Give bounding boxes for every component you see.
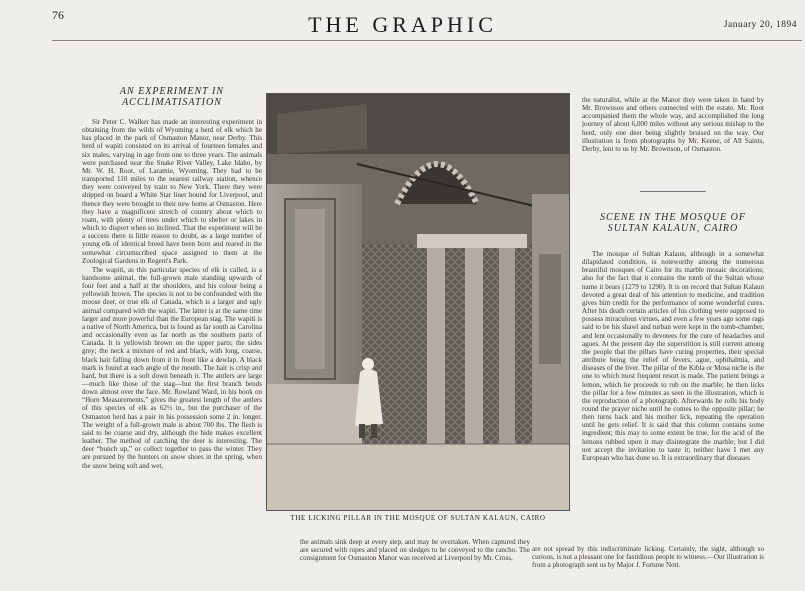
page-number: 76 [52,8,64,22]
mosque-illustration [266,93,570,511]
article2-paragraph-1: The mosque of Sultan Kalaun, although in a somewhat dilapidated condition, is noteworthy among the numerous beautiful mosques of Cairo for its marble mosaic decorations; also for the fact that it contains the tomb of the Sultan whose name it bears (1279 to 1290). It is on record that Sultan Kalaun devoted a great deal of his attention to medicine, and tradition gives him credit for the performance of some wonderful cures. After his death certain articles of his clothing were supposed to possess miraculous virtues, and even a few years ago some rags said to be his shawl and turban were kept in the tomb-chamber, and lent occasionally to devotees for the cure of headaches and agues. At the present day the superstition is still current among the people that the pillars have curing properties, their special attribute being the relief of fevers, ague, ophthalmia, and diseases of the liver. The pillar of the Kibla or Mosa niche is the one to which most frequent resort is made. The patient brings a lemon, which he proceeds to rub on the marble; he then licks the pillar for a few minutes as seen in the illustration, which is the reproduction of a photograph. Afterwards he rolls his body round the prayer niche until he comes to the opposite pillar; he then turns back and his mother lick, repeating the operation until he gets relief. It is said that this column contains some ingredient; this may to some extent be true, for the acid of the lemons rubbed upon it may disintegrate the marble; but I did not accept the invitation to taste it; neither have I met any European who has done so. It is extraordinary that diseases [582,250,764,462]
article1-column [82,118,262,588]
mosque-engraving-image [267,94,569,510]
article2-continued-text: are not spread by this indiscriminate licking. Certainly, the sight, although so curious, is not a pleasant one for fastidious people to witness.—Our illustration is from a photograph sent us by Major J. Fortune Nott. [532,545,764,570]
article2-continued [532,545,764,589]
article1-title: AN EXPERIMENT IN ACCLIMATISATION [119,86,225,108]
issue-date: January 20, 1894 [723,20,797,30]
article1-continued-text: the animals sink deep at every step, and may be overtaken. When captured they are secured with ropes and placed on sledges to be conveyed to the rancho. The consignment for Osmaston Manor was received at Liverpool by Mr. Cross, [300,538,530,563]
article1-conclusion-text: the naturalist, while at the Manor they were taken in hand by Mr. Brownson and others connected with the estate. Mr. Root accompanied them the whole way, and accomplished the long journey of about 6,000 miles without any serious mishap to the herd, only one deer being slightly bruised on the way. Our illustration is from photographs by Mr. Keene, of All Saints, Derby, lent to us by Mr. Brownson, of Osmaston. [582,96,764,153]
masthead: THE GRAPHIC [308,12,497,37]
article1-continued [300,538,530,588]
figure-caption: THE LICKING PILLAR IN THE MOSQUE OF SULTAN KALAUN, CAIRO [290,514,546,522]
article-divider [640,191,706,192]
article2-column [582,250,764,576]
article1-paragraph-1: Sir Peter C. Walker has made an interesting experiment in obtaining from the wilds of Wyoming a herd of elk which he has placed in the park of Osmaston Manor, near Derby. This herd of wapiti consisted on its arrival of fourteen females and six males, varying in age from one to three years. The animals were purchased near the Snake River Valley, Lake Idaho, by Mr. W. H. Root, of Laramie, Wyoming. They had to be transported 110 miles to the nearest railway station, whence they were conveyed by train to New York. There they were shipped on board a White Star liner bound for Liverpool, and thence they were brought to their new home at Osmaston. Here they have a magnificent stretch of country about which to roam, with plenty of trees under which to shelter or lakes in which to disport when so inclined. That the experiment will be a success there is little reason to doubt, as a large number of young elk of identical breed have been born and reared in the somewhat circumscribed space assigned to them at the Zoological Gardens in Regent's Park. [82,118,262,265]
article1-paragraph-2: The wapiti, as this particular species of elk is called, is a handsome animal, the full-grown male standing upwards of four feet and a half at the shoulders, and his colour being a yellowish brown. The species is not to be confounded with the moose deer, or true elk of Canada, which is a larger and ugly animal compared with the wapiti. The latter is at the same time larger and more powerful than the European stag. The wapiti is a native of North America, but is found as far south as Carolina and occasionally even as far north as the southern parts of Canada. It is yellowish brown on the upper parts; the sides grey; the neck a mixture of red and black, with long, coarse, black hair falling down from it in front like a dewlap. A black mark is found at each angle of the mouth. The hair is crisp and hard, but there is a soft down beneath it. The antlers are large —much like those of the stag—but the first branch bends down almost over the face. Mr. Rowland Ward, in his book on “Horn Measurements,” gives the greatest length of the antlers of this species of elk as 62½ in., but the purchaser of the Osmaston herd has a pair in his possession some 2 in. longer. The weight of a full-grown male is about 700 lbs. The flesh is said to be coarse and dry, although the hide makes excellent leather. The method of catching the deer is interesting. The deer “bunch up,” or collect together to pass the winter. They are pursued by the hunters on snow shoes in the spring, when the snow being soft and wet, [82,265,262,470]
header-rule [52,40,802,41]
article1-conclusion [582,96,764,178]
article2-title: SCENE IN THE MOSQUE OF SULTAN KALAUN, CAIRO [600,212,746,234]
